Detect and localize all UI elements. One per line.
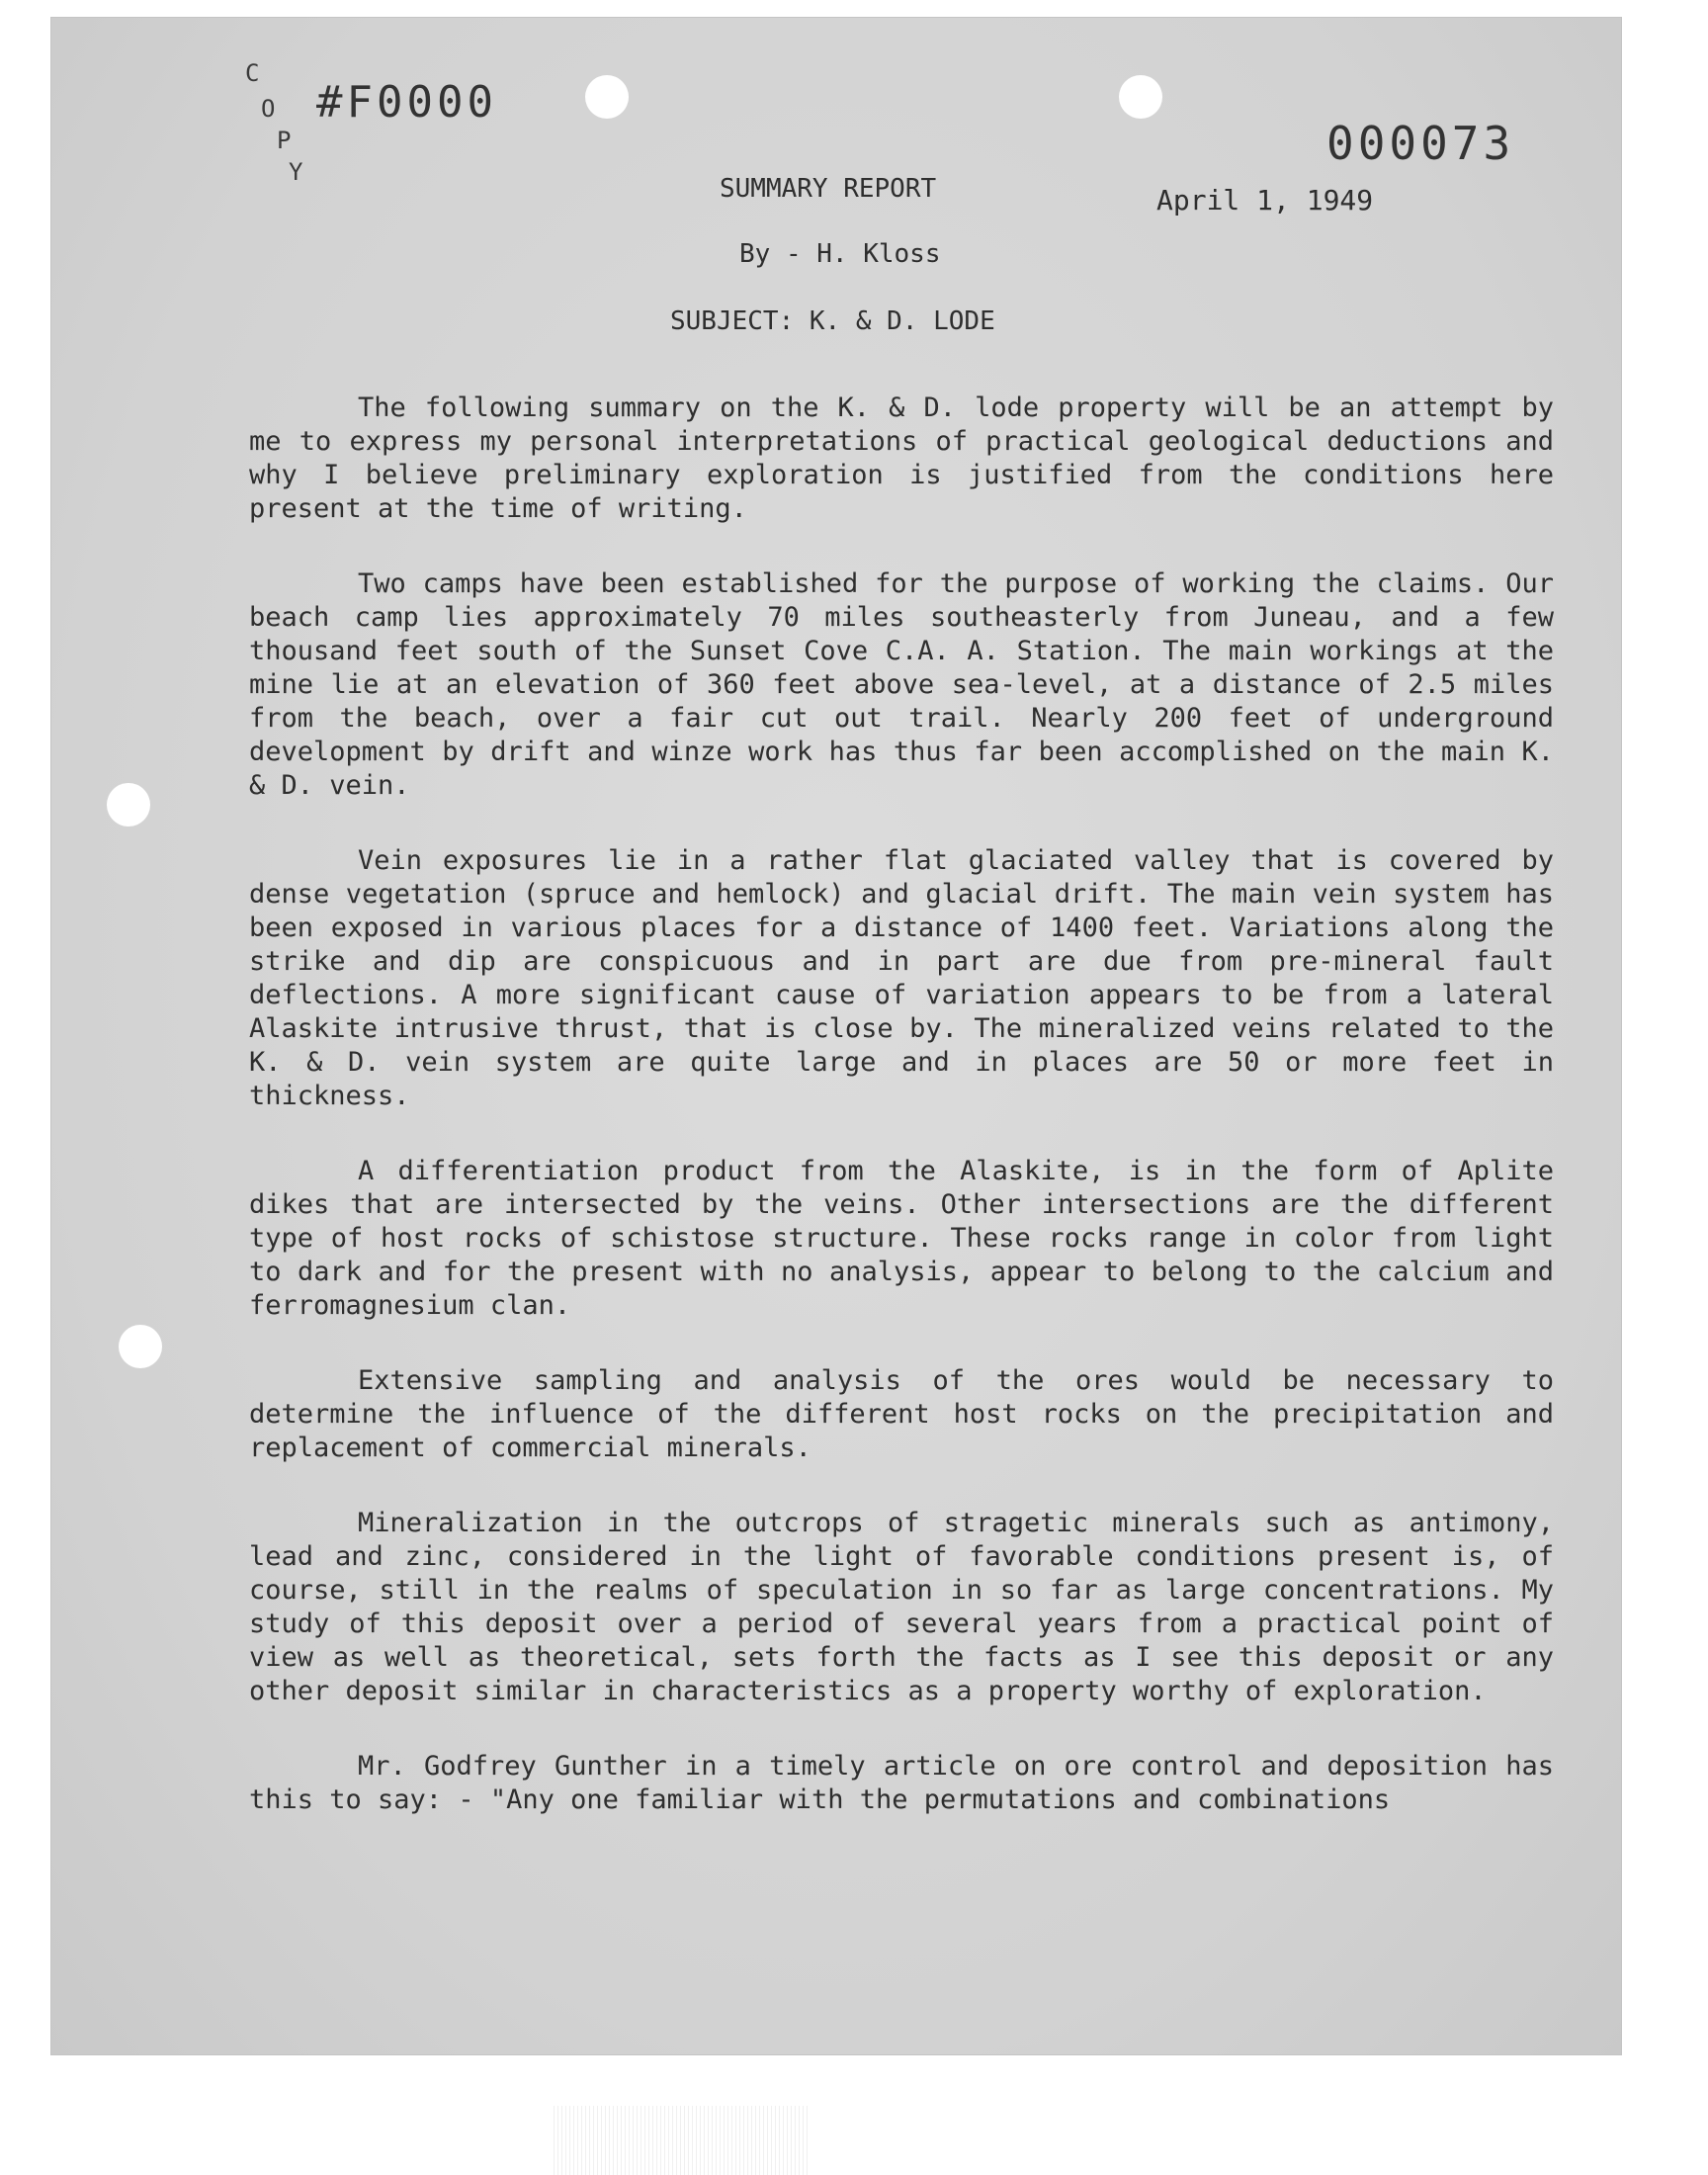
report-subject: SUBJECT: K. & D. LODE bbox=[670, 306, 995, 336]
scan-streaks bbox=[554, 2106, 811, 2175]
document-page bbox=[51, 18, 1621, 2054]
paragraph-5: Extensive sampling and analysis of the ores would be necessary to determine the influence of the different host rocks on the precipitation and replacement of commercial minerals. bbox=[249, 1365, 1554, 1463]
report-title: SUMMARY REPORT bbox=[720, 174, 937, 204]
handwritten-code: #F0000 bbox=[316, 77, 497, 128]
punch-hole-left-upper bbox=[107, 783, 150, 826]
paragraph-3: Vein exposures lie in a rather flat glaciated valley that is covered by dense vegetation (spruce and hemlock) and glacial drift. The main vein system has been exposed in various places for a distance of 1400 feet. Variations along the strike and dip are conspicuous and in part are due from pre-mineral fault deflections. A more significant cause of variation appears to be from a lateral Alaskite intrusive thrust, that is close by. The mineralized veins related to the K. & D. vein system are quite large and in places are 50 or more feet in thickness. bbox=[249, 845, 1554, 1111]
punch-hole-top-right bbox=[1119, 75, 1162, 119]
copy-letter-o: O bbox=[261, 95, 276, 123]
paragraph-2: Two camps have been established for the purpose of working the claims. Our beach camp lies approximately 70 miles southeasterly from Juneau, and a few thousand feet south of the Sunset Cove C.A. A. Station. The main workings at the mine lie at an elevation of 360 feet above sea-level, at a distance of 2.5 miles from the beach, over a fair cut out trail. Nearly 200 feet of underground development by drift and winze work has thus far been accomplished on the main K. & D. vein. bbox=[249, 568, 1554, 801]
report-author: By - H. Kloss bbox=[739, 239, 941, 269]
report-date: April 1, 1949 bbox=[1156, 184, 1374, 217]
punch-hole-top-left bbox=[585, 75, 629, 119]
paragraph-1: The following summary on the K. & D. lode property will be an attempt by me to express my personal interpretations of practical geological deductions and why I believe preliminary exploration is justified from the conditions here present at the time of writing. bbox=[249, 392, 1554, 524]
copy-letter-p: P bbox=[277, 127, 292, 154]
report-body bbox=[249, 392, 1554, 1817]
paragraph-6: Mineralization in the outcrops of stragetic minerals such as antimony, lead and zinc, considered in the light of favorable conditions present is, of course, still in the realms of speculation in so far as large concentrations. My study of this deposit over a period of several years from a practical point of view as well as theoretical, sets forth the facts as I see this deposit or any other deposit similar in characteristics as a property worthy of exploration. bbox=[249, 1508, 1554, 1706]
paragraph-4: A differentiation product from the Alaskite, is in the form of Aplite dikes that are intersected by the veins. Other intersections are the different type of host rocks of schistose structure. These rocks range in color from light to dark and for the present with no analysis, appear to belong to the calcium and ferromagnesium clan. bbox=[249, 1156, 1554, 1321]
page-number-stamp: 000073 bbox=[1326, 117, 1515, 170]
copy-letter-c: C bbox=[245, 59, 260, 87]
copy-letter-y: Y bbox=[289, 158, 303, 186]
paragraph-7: Mr. Godfrey Gunther in a timely article on ore control and deposition has this to say: - "Any one familiar with the permutations and combinations bbox=[249, 1751, 1554, 1815]
punch-hole-left-lower bbox=[119, 1325, 162, 1368]
